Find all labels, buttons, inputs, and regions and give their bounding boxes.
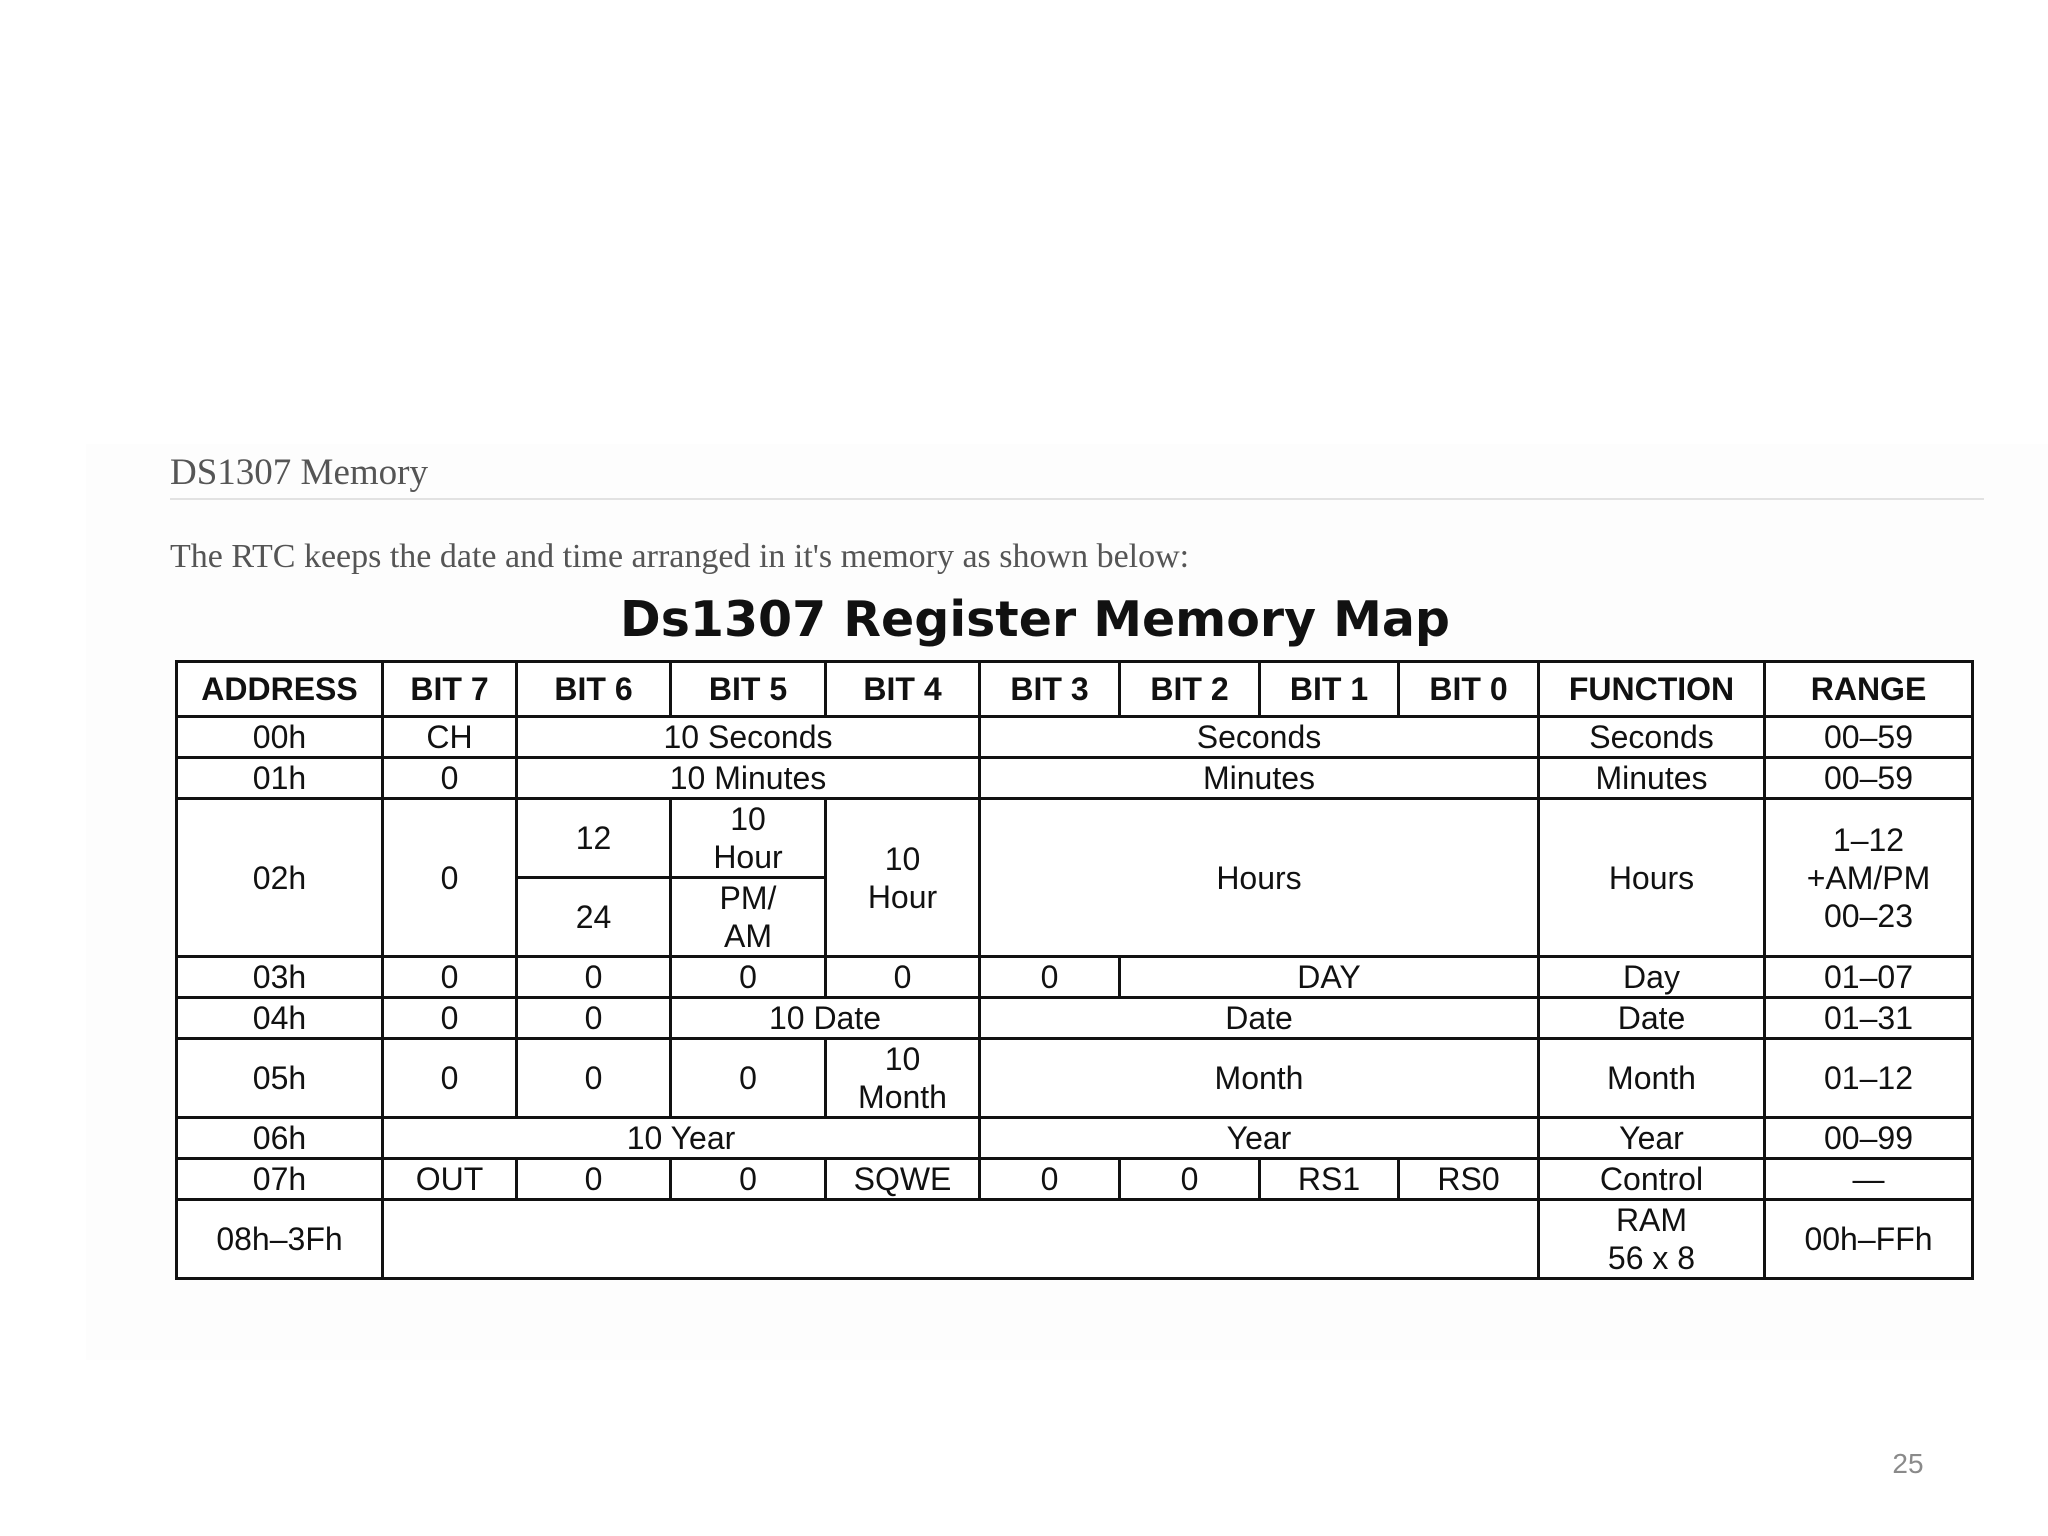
function-cell: Seconds: [1539, 717, 1765, 758]
bit6-cell: 0: [517, 1039, 671, 1118]
function-line2: 56 x 8: [1607, 1240, 1696, 1276]
bit7-cell: 0: [383, 957, 517, 998]
bit4-line2: Month: [858, 1079, 947, 1115]
range-cell: 01–07: [1765, 957, 1973, 998]
bit6-cell: 0: [517, 998, 671, 1039]
table-row: [177, 998, 1973, 1039]
bit5-cell: 0: [671, 957, 826, 998]
header-address: ADDRESS: [177, 662, 383, 717]
bit1-cell: RS1: [1260, 1159, 1399, 1200]
bits3-0-cell: Minutes: [980, 758, 1539, 799]
bit7-cell: 0: [383, 998, 517, 1039]
bit4-line1: 10: [884, 840, 921, 877]
bits5-4-cell: 10 Date: [671, 998, 980, 1039]
bit6-top-cell: 12: [517, 799, 671, 878]
address-cell: 01h: [177, 758, 383, 799]
bit5-cell: 0: [671, 1039, 826, 1118]
heading-divider: [170, 498, 1984, 500]
bits6-4-cell: 10 Seconds: [517, 717, 980, 758]
address-cell: 00h: [177, 717, 383, 758]
table-row: [177, 1200, 1973, 1279]
bit5-bottom-cell: [671, 878, 826, 957]
function-cell: Year: [1539, 1118, 1765, 1159]
bit3-cell: 0: [980, 1159, 1120, 1200]
address-cell: 07h: [177, 1159, 383, 1200]
intro-text: The RTC keeps the date and time arranged in it's memory as shown below:: [170, 538, 1190, 575]
bits2-0-cell: DAY: [1120, 957, 1539, 998]
bit4-cell: [826, 799, 980, 957]
header-function: FUNCTION: [1539, 662, 1765, 717]
header-range: RANGE: [1765, 662, 1973, 717]
header-bit7: BIT 7: [383, 662, 517, 717]
bit0-cell: RS0: [1399, 1159, 1539, 1200]
bit4-line1: 10: [884, 1041, 921, 1077]
function-cell: Month: [1539, 1039, 1765, 1118]
bit2-cell: 0: [1120, 1159, 1260, 1200]
address-cell: 03h: [177, 957, 383, 998]
address-cell: 06h: [177, 1118, 383, 1159]
register-map-table: [175, 660, 1974, 1280]
bit4-cell: SQWE: [826, 1159, 980, 1200]
bit5-top-line1: 10: [730, 801, 766, 837]
function-line1: RAM: [1615, 1202, 1688, 1238]
range-cell: 00–99: [1765, 1118, 1973, 1159]
bit5-top-line2: Hour: [713, 839, 783, 875]
bits3-0-cell: Seconds: [980, 717, 1539, 758]
bit5-bottom-line2: AM: [724, 918, 772, 954]
bit7-cell: CH: [383, 717, 517, 758]
bits3-0-cell: Month: [980, 1039, 1539, 1118]
bit7-cell: 0: [383, 1039, 517, 1118]
table-row: [177, 957, 1973, 998]
range-line3: 00–23: [1824, 897, 1913, 934]
range-cell: 01–31: [1765, 998, 1973, 1039]
function-cell: Day: [1539, 957, 1765, 998]
header-bit2: BIT 2: [1120, 662, 1260, 717]
header-bit6: BIT 6: [517, 662, 671, 717]
address-cell: 08h–3Fh: [177, 1200, 383, 1279]
bit5-cell: 0: [671, 1159, 826, 1200]
table-row: [177, 799, 1973, 878]
range-cell: —: [1765, 1159, 1973, 1200]
function-cell: [1539, 1200, 1765, 1279]
function-cell: Minutes: [1539, 758, 1765, 799]
range-line2: +AM/PM: [1806, 859, 1931, 896]
table-row: [177, 717, 1973, 758]
address-cell: 04h: [177, 998, 383, 1039]
header-bit0: BIT 0: [1399, 662, 1539, 717]
section-heading: DS1307 Memory: [170, 452, 428, 493]
bit4-cell: [826, 1039, 980, 1118]
memory-map-title: Ds1307 Register Memory Map: [620, 591, 1450, 648]
function-cell: Hours: [1539, 799, 1765, 957]
range-cell: 01–12: [1765, 1039, 1973, 1118]
function-cell: Date: [1539, 998, 1765, 1039]
bit4-cell: 0: [826, 957, 980, 998]
bit7-cell: 0: [383, 758, 517, 799]
header-bit4: BIT 4: [826, 662, 980, 717]
ram-bits-cell: [383, 1200, 1539, 1279]
header-bit1: BIT 1: [1260, 662, 1399, 717]
table-row: [177, 1159, 1973, 1200]
table-row: [177, 1039, 1973, 1118]
header-bit3: BIT 3: [980, 662, 1120, 717]
bit5-top-cell: [671, 799, 826, 878]
bit7-cell: 0: [383, 799, 517, 957]
bit3-cell: 0: [980, 957, 1120, 998]
bits3-0-cell: Year: [980, 1118, 1539, 1159]
range-cell: 00–59: [1765, 717, 1973, 758]
bit4-line2: Hour: [867, 878, 938, 915]
range-cell: 00–59: [1765, 758, 1973, 799]
function-cell: Control: [1539, 1159, 1765, 1200]
bits7-4-cell: 10 Year: [383, 1118, 980, 1159]
range-cell: 00h–FFh: [1765, 1200, 1973, 1279]
table-header-row: [177, 662, 1973, 717]
bit5-bottom-line1: PM/: [719, 880, 777, 916]
header-bit5: BIT 5: [671, 662, 826, 717]
page-number: 25: [1892, 1448, 1924, 1479]
table-row: [177, 1118, 1973, 1159]
range-cell: [1765, 799, 1973, 957]
address-cell: 05h: [177, 1039, 383, 1118]
bits3-0-cell: Date: [980, 998, 1539, 1039]
bit6-bottom-cell: 24: [517, 878, 671, 957]
bit7-cell: OUT: [383, 1159, 517, 1200]
address-cell: 02h: [177, 799, 383, 957]
bit6-cell: 0: [517, 1159, 671, 1200]
bits3-0-cell: Hours: [980, 799, 1539, 957]
bit6-cell: 0: [517, 957, 671, 998]
range-line1: 1–12: [1832, 821, 1905, 858]
table-row: [177, 758, 1973, 799]
bits6-4-cell: 10 Minutes: [517, 758, 980, 799]
